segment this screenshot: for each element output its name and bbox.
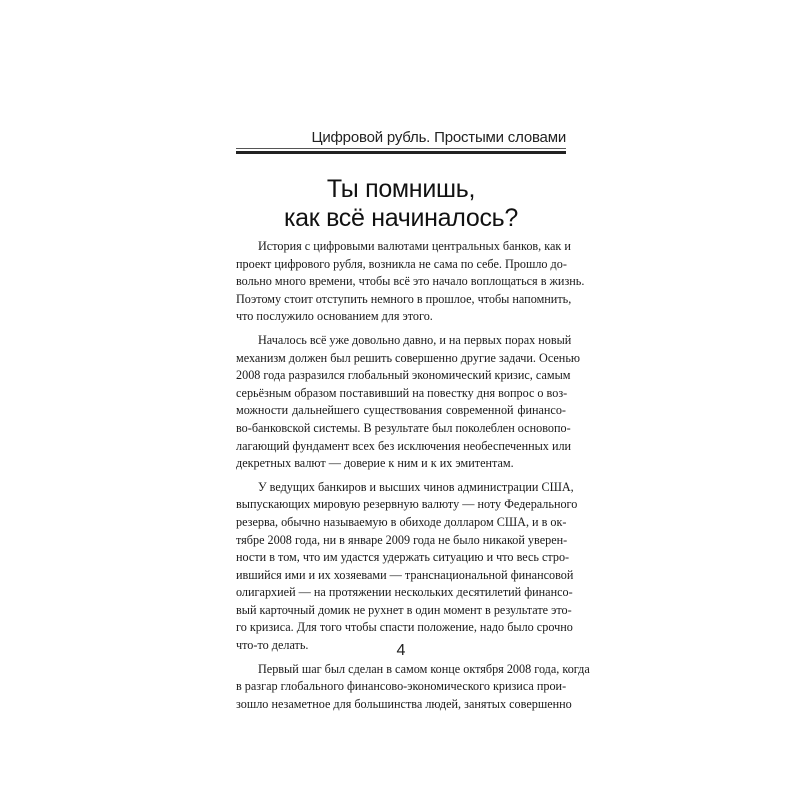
- header-rule-thick: [236, 151, 566, 154]
- chapter-title-line-1: Ты помнишь,: [326, 175, 476, 203]
- text-line: можности дальнейшего существования современной финансо-: [236, 403, 566, 418]
- text-line: что-то делать.: [236, 638, 309, 653]
- chapter-title: [236, 175, 566, 233]
- text-line: вый карточный домик не рухнет в один момент в результате это-: [236, 602, 572, 617]
- paragraph-3: [236, 479, 578, 655]
- text-line: тябре 2008 года, ни в январе 2009 года не было никакой уверен-: [236, 532, 568, 547]
- text-line: ившийся ими и их хозяевами — транснациональной финансовой: [236, 567, 574, 582]
- text-line: проект цифрового рубля, возникла не сама по себе. Прошло до-: [236, 256, 567, 271]
- text-line: выпускающих мировую резервную валюту — ноту Федерального: [236, 497, 578, 512]
- text-line: резерва, обычно называемую в обиходе долларом США, и в ок-: [236, 514, 567, 529]
- text-line: механизм должен был решить совершенно другие задачи. Осенью: [236, 350, 580, 365]
- text-line: олигархией — на протяжении нескольких десятилетий финансо-: [236, 585, 573, 600]
- text-line: в разгар глобального финансово-экономического кризиса прои-: [236, 679, 567, 694]
- text-line: вольно много времени, чтобы всё это начало воплощаться в жизнь.: [236, 274, 585, 289]
- text-line: серьёзным образом поставивший на повестку дня вопрос о воз-: [236, 385, 568, 400]
- text-line: зошло незаметное для большинства людей, занятых совершенно: [236, 696, 572, 711]
- text-line: во-банковской системы. В результате был поколеблен основопо-: [236, 420, 571, 435]
- text-line: У ведущих банкиров и высших чинов администрации США,: [258, 479, 574, 494]
- text-line: Началось всё уже довольно давно, и на первых порах новый: [258, 332, 572, 347]
- page-number: 4: [396, 642, 406, 659]
- text-line: Поэтому стоит отступить немного в прошлое, чтобы напомнить,: [236, 291, 572, 306]
- text-line: лагающий фундамент всех без исключения необеспеченных или: [236, 438, 572, 453]
- header-rule-thin: [236, 148, 566, 149]
- paragraph-1: [236, 238, 585, 326]
- text-line: История с цифровыми валютами центральных банков, как и: [258, 239, 571, 253]
- paragraph-4: [236, 661, 590, 714]
- text-line: ности в том, что им удастся удержать ситуацию и что весь стро-: [236, 550, 570, 565]
- text-line: го кризиса. Для того чтобы спасти положение, надо было срочно: [236, 620, 573, 635]
- text-line: декретных валют — доверие к ним и к их эмитентам.: [236, 456, 514, 471]
- paragraph-2: [236, 332, 580, 473]
- chapter-title-line-2: как всё начиналось?: [284, 204, 518, 232]
- text-line: что послужило основанием для этого.: [236, 309, 433, 324]
- text-line: Первый шаг был сделан в самом конце октября 2008 года, когда: [258, 661, 590, 676]
- text-line: 2008 года разразился глобальный экономический кризис, самым: [236, 368, 571, 383]
- running-head: Цифровой рубль. Простыми словами: [311, 129, 566, 146]
